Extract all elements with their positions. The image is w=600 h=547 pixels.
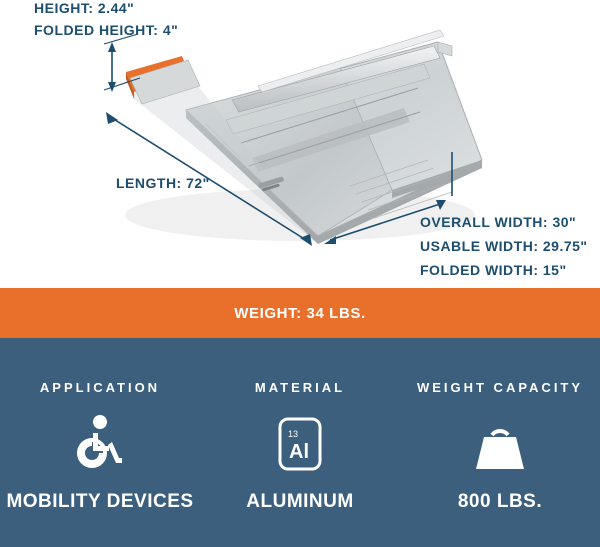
spec-application-title: APPLICATION bbox=[39, 380, 161, 395]
spec-application-value: MOBILITY DEVICES bbox=[6, 491, 194, 512]
label-folded-height: FOLDED HEIGHT: 4" bbox=[34, 22, 179, 38]
spec-material-value: ALUMINUM bbox=[246, 491, 354, 512]
label-length: LENGTH: 72" bbox=[116, 175, 210, 191]
weight-banner-text: WEIGHT: 34 LBS. bbox=[234, 304, 366, 322]
element-number-text: 13 bbox=[288, 429, 299, 439]
element-symbol-text: Al bbox=[289, 441, 309, 463]
spec-application bbox=[5, 380, 195, 513]
spec-weight-capacity bbox=[405, 380, 595, 513]
spec-material-title: MATERIAL bbox=[254, 380, 346, 395]
aluminum-element-icon bbox=[271, 413, 329, 475]
spec-panel bbox=[0, 338, 600, 547]
weight-banner bbox=[0, 288, 600, 338]
wheelchair-icon bbox=[69, 413, 131, 475]
label-usable-width: USABLE WIDTH: 29.75" bbox=[420, 238, 588, 254]
label-overall-width: OVERALL WIDTH: 30" bbox=[420, 214, 577, 230]
weight-block-icon bbox=[466, 413, 534, 475]
spec-weight-capacity-title: WEIGHT CAPACITY bbox=[416, 380, 584, 395]
spec-weight-capacity-value: 800 LBS. bbox=[457, 491, 543, 512]
spec-material bbox=[205, 380, 395, 513]
label-folded-width: FOLDED WIDTH: 15" bbox=[420, 262, 567, 278]
label-height: HEIGHT: 2.44" bbox=[34, 0, 135, 16]
